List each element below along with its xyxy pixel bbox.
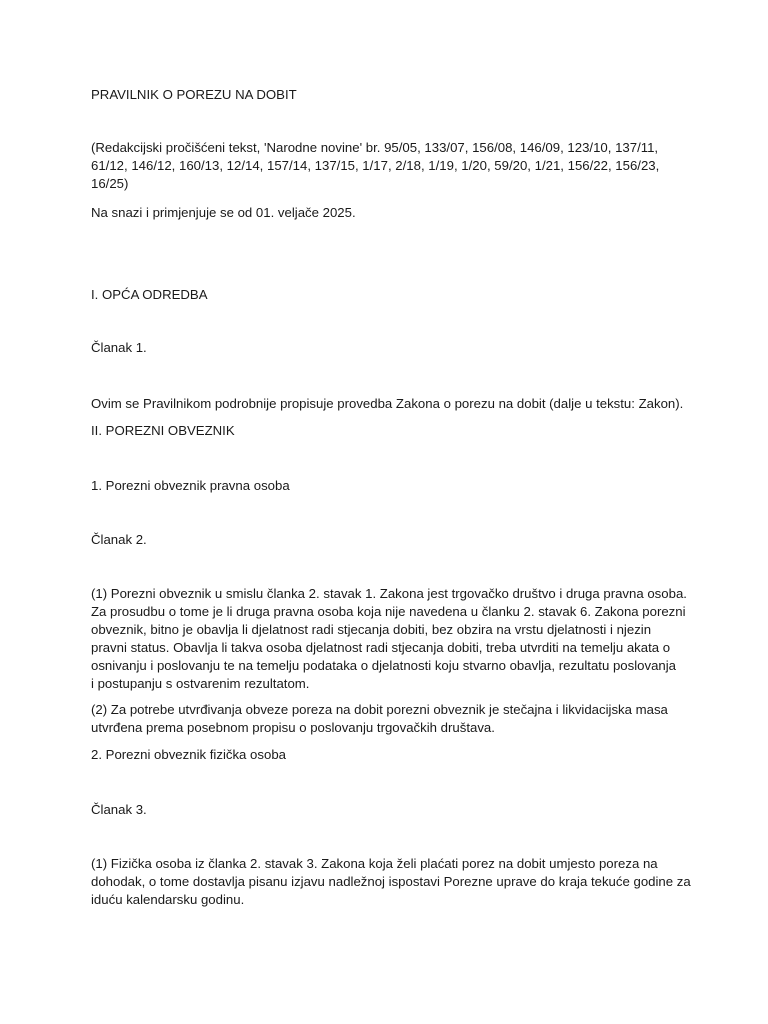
in-force-date: Na snazi i primjenjuje se od 01. veljače 2025. [91,205,356,220]
paragraph-line: (1) Porezni obveznik u smislu članka 2. stavak 1. Zakona jest trgovačko društvo i druga pravna osoba. [91,586,687,601]
subsection-heading-legal-person: 1. Porezni obveznik pravna osoba [91,478,290,493]
revision-note [91,139,691,193]
paragraph-line: pravni status. Obavlja li takva osoba djelatnost radi stjecanja dobiti, treba utvrditi na temelju akata o [91,640,671,655]
paragraph-line: (2) Za potrebe utvrđivanja obveze poreza na dobit porezni obveznik je stečajna i likvidacijska masa [91,702,668,717]
paragraph-line: dohodak, o tome dostavlja pisanu izjavu nadležnoj ispostavi Porezne uprave do kraja tekuće godine za [91,874,691,889]
article-1-text: Ovim se Pravilnikom podrobnije propisuje provedba Zakona o porezu na dobit (dalje u tekstu: Zakon). [91,396,684,411]
revision-note-line: (Redakcijski pročišćeni tekst, 'Narodne novine' br. 95/05, 133/07, 156/08, 146/09, 123/10, 137/11, [91,140,659,155]
revision-note-line: 16/25) [91,176,129,191]
document-title: PRAVILNIK O POREZU NA DOBIT [91,87,297,102]
paragraph-line: i postupanju s ostvarenim rezultatom. [91,676,310,691]
article-2-paragraph-1 [91,585,691,693]
section-heading-general: I. OPĆA ODREDBA [91,287,208,302]
paragraph-line: utvrđena prema posebnom propisu o poslovanju trgovačkih društava. [91,720,495,735]
section-heading-taxpayer: II. POREZNI OBVEZNIK [91,423,235,438]
paragraph-line: osnivanju i poslovanju te na temelju podataka o djelatnosti koju stvarno obavlja, rezultatu poslovanja [91,658,677,673]
paragraph-line: Za prosudbu o tome je li druga pravna osoba koja nije navedena u članku 2. stavak 6. Zakona porezni [91,604,686,619]
article-1-heading: Članak 1. [91,340,147,355]
paragraph-line: obveznik, bitno je obavlja li djelatnost radi stjecanja dobiti, bez obzira na vrstu djelatnosti i njezin [91,622,652,637]
revision-note-line: 61/12, 146/12, 160/13, 12/14, 157/14, 137/15, 1/17, 2/18, 1/19, 1/20, 59/20, 1/21, 156/22, 156/23, [91,158,660,173]
article-2-paragraph-2 [91,701,691,737]
subsection-heading-natural-person: 2. Porezni obveznik fizička osoba [91,747,286,762]
article-3-heading: Članak 3. [91,802,147,817]
article-3-paragraph-1 [91,855,691,909]
article-2-heading: Članak 2. [91,532,147,547]
paragraph-line: iduću kalendarsku godinu. [91,892,245,907]
paragraph-line: (1) Fizička osoba iz članka 2. stavak 3. Zakona koja želi plaćati porez na dobit umjesto poreza na [91,856,658,871]
